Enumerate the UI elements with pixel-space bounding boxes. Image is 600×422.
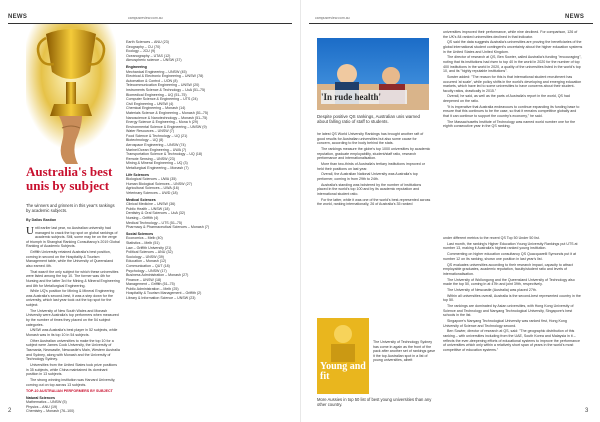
article-paragraph: QS evaluates universities according to their research impact, capacity to attract employable graduates, academic reputation, faculty/student ratio and levels of internationalisation.	[443, 262, 573, 276]
article-paragraph: Griffith University retained Australia's best position, coming in second on the Hospitality & Tourism Management table, while the University of Queensland also earned 4th.	[26, 250, 114, 268]
list-item: Chemistry – Monash (76–100)	[26, 409, 75, 414]
article-paragraph: The rankings are dominated by Asian universities, with Hong Kong University of Science and Technology and Nanyang Technological University, Singapore's best schools in the list.	[443, 304, 574, 318]
list-item: Veterinary Sciences – UWD (18)	[126, 191, 178, 195]
list-item: Telecommunication Engineering – UNSW (20)	[126, 83, 200, 88]
subheading-natural-sciences: Natural Sciences	[26, 395, 55, 400]
list-item: Hospitality & Tourism Management – Griffith (2)	[126, 291, 202, 296]
young-column-2	[443, 236, 583, 402]
trophy-image	[26, 24, 116, 164]
site-url: campusreview.com.au	[315, 16, 350, 20]
list-item: Finance – UNSW (18)	[126, 277, 162, 282]
article-paragraph: While UQ's position for Mining & Mineral Engineering was Australia's second-best, it was a step down for the university, which last year took out the top spot for the subject.	[26, 289, 115, 308]
article-paragraph: under different metrics to the recent QS Top 50 Under 50 list.	[443, 236, 540, 240]
subheading-social-sciences: Social Sciences	[126, 231, 154, 236]
rude-health-standfirst: Despite positive QS rankings, Australian unis warned about falling ratio of staff to students.	[317, 114, 420, 125]
photo-caption: 'In rude health'	[321, 92, 382, 102]
rude-column-1	[317, 132, 431, 312]
list-item: Economics – Melb (40)	[126, 236, 163, 241]
list-item: Dentistry & Oral Sciences – UoA (32)	[126, 211, 186, 216]
rude-health-photo	[317, 38, 429, 110]
list-item: Electrical & Electronic Engineering – UNSW (78)	[126, 74, 204, 79]
article-paragraph: Overall, the Australian National University was Australia's top performer, coming in from 29th to 24th.	[317, 172, 418, 181]
young-caption: More Aussies in top 50 list of best young universities than any other country.	[317, 397, 432, 407]
subheading-life-sciences: Life Sciences	[126, 172, 149, 177]
article-paragraph: Australia's standing was bolstered by the number of institutions placed in the world's top 100 and by its academic reputation and international student ratio.	[317, 182, 422, 196]
list-item: Communication – QUT (18)	[126, 263, 170, 268]
list-item: Aerospace Engineering – UNSW (74)	[126, 143, 186, 148]
page-number: 2	[8, 408, 12, 414]
article-paragraph: Other Australian universities to make the top 10 for a subject were James Cook University, the University of Tasmania, Newcastle, Newcastle's Main, Western Australia and Sydney, along with Monash and the University of Technology Sydney.	[26, 338, 120, 362]
list-item: Earth Sciences – ANU (23)	[126, 40, 169, 44]
young-and-fit-image	[317, 318, 369, 394]
list-item: Food Science & Technology – UQ (21)	[126, 133, 188, 138]
list-item: Geography – CU (70)	[126, 44, 161, 49]
top-performers-heading: TOP-10 AUSTRALIAN PERFORMERS BY SUBJECT	[26, 389, 113, 394]
article-paragraph: he latest QS World University Rankings has brought another raft of good results for Australian universities but also some cause for concern, according to the body behind the stats.	[317, 132, 424, 146]
list-item: Mathematics – UNSW (5)	[26, 400, 67, 405]
section-label: NEWS	[565, 14, 585, 20]
article-column-1	[26, 225, 120, 414]
article-headline: Australia's best unis by subject	[26, 164, 113, 193]
list-item: Political Sciences – ANU (32)	[126, 250, 173, 255]
list-item: Human Biological Sciences – UNSW (27)	[126, 181, 192, 186]
list-item: Metallurgical Engineering – Monash (7)	[126, 166, 189, 171]
list-item: Atmospheric science – UNSW (37)	[126, 58, 182, 63]
list-item: Public Administration – Melb (25)	[126, 286, 179, 291]
site-url: campusreview.com.au	[128, 16, 163, 20]
article-paragraph: The director of research at QS, Ben Sowter, called Australia's funding "encouraging", noting that its institutions had risen to top 40 in the world in 2020 for the number of top 400 institutions in the world in 2020, a quality of the universities listed in the world's top 10, and its "highly reputable institutions".	[443, 55, 582, 74]
list-item: Law – Griffith University (21)	[126, 245, 172, 250]
list-item: Energy Science & Engineering – Mona h (29)	[126, 120, 199, 125]
article-byline: By Dallas Bastian	[26, 218, 57, 222]
rude-column-2	[443, 30, 583, 230]
article-paragraph: Sowter added: "The reason for this is that international student recruitment has occurred 'at scale', while policy shifts in the world's developing and emerging education markets, which have led to some universities to have concerns about their student-faculty ratios, drastically in 2015."	[443, 74, 582, 93]
list-item: Education – Monash (12)	[126, 259, 167, 264]
article-standfirst: The winners and grinners in this year's rankings by academic subjects.	[26, 203, 115, 213]
article-paragraph: The strong winning institution was Harvard University, coming out on top across 13 subjects.	[26, 377, 116, 387]
list-item: Pharmacy & Pharmaceutical Sciences – Monash (7)	[126, 225, 210, 230]
list-item: Remote Sensing – UNSW (23)	[126, 156, 175, 161]
list-item: Civil Engineering – UNSW (4)	[126, 101, 174, 106]
list-item: Mechanical Engineering – UNSW (45)	[126, 69, 187, 74]
list-item: Sociology – UNSW (39)	[126, 254, 164, 259]
article-paragraph: Until earlier last year, no Australian university had managed to crack the top spot on global rankings of academic subjects. Still, some may be on the verge of triumph in Shanghai Ranking Consultancy's 2019 Global Ranking of Academic Subjects.	[26, 225, 120, 249]
article-paragraph: Ben Sowter, director of research at QS, said: "The geographic distribution of this ranking – with universities including from the UAE, South Korea and Malaysia in it – reflects the ever-deepening efforts of educational systems to improve the performance of universities which only within a relatively short span of years in the world's most competitive of education systems."	[443, 329, 580, 352]
article-paragraph: That wasn't the only subject for which these universities were listed among the top 10. The former was 4th for Nursing and the latter 3rd for Mining & Mineral Engineering and 8th for Metallurgical Engineering.	[26, 269, 120, 288]
article-paragraph: QS said the data suggests Australia's universities are proving the beneficiaries of the global international student contingent's uncertainty about the higher education systems in the United States and United Kingdom.	[443, 40, 583, 54]
list-item: Biological Sciences – UWA (35)	[126, 177, 177, 182]
list-item: Public Health – UNSW (18)	[126, 206, 170, 211]
list-item: Library & Information Science – UNSW (23)	[126, 296, 196, 301]
list-item: Agricultural Sciences – UWA (16)	[126, 186, 179, 191]
article-paragraph: The University of Wollongong and the Queensland University of Technology also made the top 50, coming in at 47th and joint 39th, respectively.	[443, 277, 575, 287]
young-heading: Young and fit	[320, 361, 366, 382]
article-paragraph: universities improved their performance, while nine declined. For comparison, 126 of the UK's 84 ranked universities declined in that indicator.	[443, 30, 578, 39]
dropcap: U	[26, 225, 34, 237]
article-paragraph: Singapore's Nanyang Technological University was ranked first, Hong Kong University of Science and Technology second.	[443, 319, 567, 328]
list-item: Psychology – UNSW (17)	[126, 268, 167, 273]
article-paragraph: The rankings measure the globe's top 1000 universities by academic reputation, graduate employability, student/staff ratio, research performance and internationalisation.	[317, 146, 431, 161]
list-item: Marine/Ocean Engineering – UWA (7)	[126, 147, 187, 152]
section-label: NEWS	[8, 14, 28, 20]
list-item: Computer Science & Engineering – UTS (24)	[126, 97, 198, 102]
list-item: Chemical Engineering – Monash (14)	[126, 106, 186, 111]
list-item: Nursing – Griffith (4)	[126, 215, 159, 220]
list-item: Medical Technology – UTS (51–75)	[126, 220, 183, 225]
article-paragraph: For the latter, while it was one of the world's best-represented across the world, ranking internationally, 26 of Australia's 35 ranked	[317, 197, 431, 207]
list-item: Biomedical Engineering – UQ (51–75)	[126, 92, 187, 97]
subheading-medical-sciences: Medical Sciences	[126, 197, 156, 202]
list-item: Environmental Science & Engineering – UNSW (9)	[126, 124, 207, 129]
list-item: Nanoscience & Nanotechnology – Monash (51–75)	[126, 115, 208, 120]
list-item: Transportation Science & Technology – UQ (18)	[126, 152, 203, 157]
article-paragraph: UNSW was Australia's best player in 52 subjects, while Monash was in its top 10 in 54 subjects.	[26, 328, 118, 337]
article-paragraph: Commenting on higher education consultancy QS Quacquarelli Symonds put it at number 12 on its ranking, shown one position in last year's list.	[443, 252, 577, 261]
subheading-engineering: Engineering	[126, 64, 147, 69]
article-paragraph: "It is imperative that Australia endeavours to continue expanding its funding base to ensure that this continues to be the case, so that it remains competitive globally and that it can continue to support the country's economy," he said.	[443, 104, 580, 119]
article-paragraph: Universities from the United States took prize positions in 35 subjects, while China maintained its dominant position in 13 subjects.	[26, 362, 118, 377]
article-paragraph: Last month, the ranking's Higher Education Young University Rankings put UTS at number 13, making it Australia's highest ranked young institution.	[443, 241, 578, 251]
list-item: Physics – ANU (19)	[26, 404, 58, 409]
list-item: Oceanography – UTAS (12)	[126, 53, 171, 58]
list-item: Automation & Control – UON (8)	[126, 78, 178, 83]
list-item: Water Resources – UNSW (7)	[126, 129, 174, 134]
page-number: 3	[585, 408, 589, 414]
list-item: Biotechnology – UQ (8)	[126, 138, 164, 143]
header-rule	[309, 23, 593, 24]
article-paragraph: More than two-thirds of Australia's tertiary institutions improved or held their positions on last year.	[317, 161, 425, 171]
article-paragraph: Within all universities overall, Australia is the second-best represented country in the top 50.	[443, 293, 581, 303]
list-item: Ecology – JCU (9)	[126, 49, 156, 54]
article-column-2	[126, 40, 236, 408]
list-item: Materials Science & Engineering – Monash (51–75)	[126, 110, 209, 115]
list-item: Mining & Mineral Engineering – UQ (3)	[126, 161, 188, 166]
list-item: Business Administration – Monash (27)	[126, 273, 189, 278]
list-item: Management – Griffith (51–75)	[126, 282, 175, 287]
article-paragraph: The University of Newcastle (Australia) was placed 27th.	[447, 287, 537, 292]
article-paragraph: Overall, he said, as well as the parts of Australia's report in the world, QS had deepened on the ratio.	[443, 94, 570, 104]
list-item: Instruments Science & Technology – UoA (51–75)	[126, 87, 206, 92]
list-item: Statistics – Melb (51)	[126, 240, 160, 245]
article-paragraph: The Massachusetts Institute of Technology was named world number one for the eighth consecutive year in the QS ranking.	[443, 119, 576, 129]
right-page	[300, 0, 600, 422]
young-body: The University of Technology Sydney has come in again as the front of the pack after another set of rankings gave it the top Australian spot in a list of young universities, albeit	[373, 340, 436, 363]
article-paragraph: The University of New South Wales and Monash University were Australia's top performers when measured by the number of times they placed on the 54 subject categories.	[26, 308, 119, 327]
list-item: Clinical Medicine – UNSW (36)	[126, 202, 176, 207]
